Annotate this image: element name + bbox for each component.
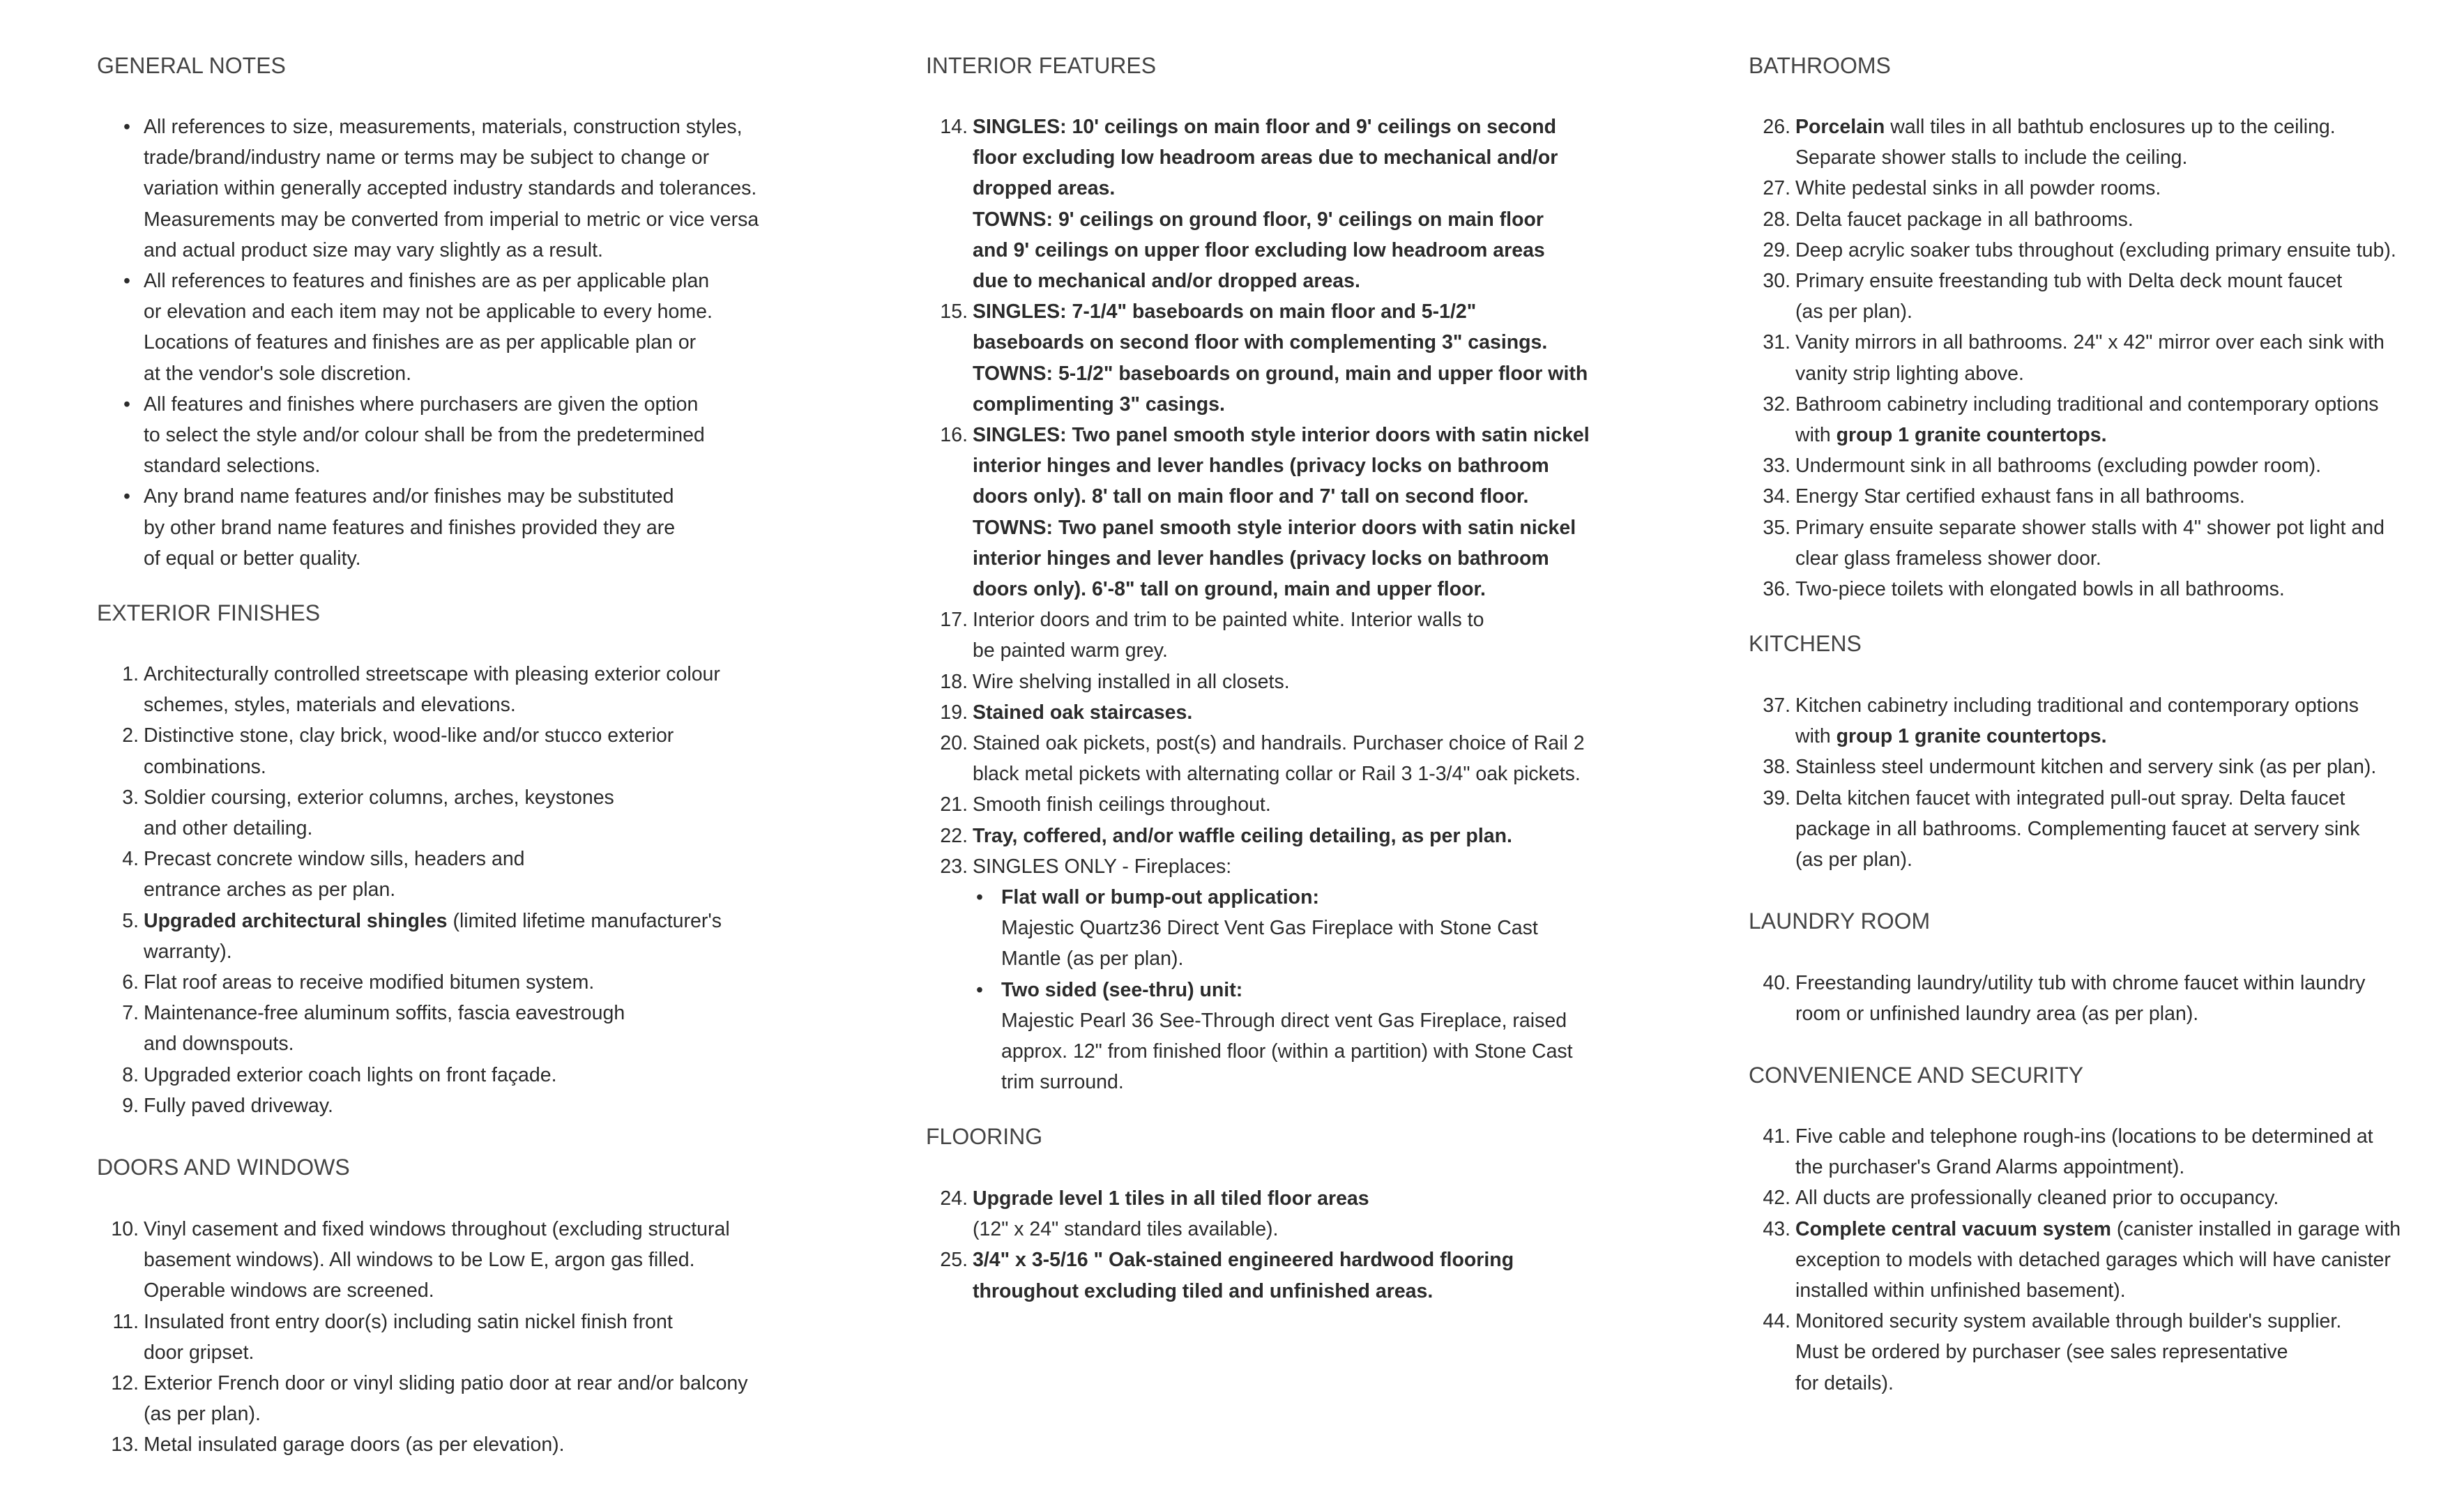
item-text-line: Upgraded exterior coach lights on front façade. <box>144 1063 557 1086</box>
bold-text: group 1 granite countertops. <box>1836 424 2107 446</box>
item-text-line: Stainless steel undermount kitchen and servery sink (as per plan). <box>1795 756 2377 779</box>
item-text <box>144 1214 730 1307</box>
item-text-line: Operable windows are screened. <box>144 1279 434 1302</box>
bold-text: dropped areas. <box>973 177 1116 200</box>
item-text <box>973 420 1590 604</box>
item-number: 38. <box>1763 756 1790 779</box>
item-number: 34. <box>1763 485 1790 508</box>
item-text-line: Two-piece toilets with elongated bowls in all bathrooms. <box>1795 578 2285 600</box>
item-number: 37. <box>1763 694 1790 717</box>
fireplace-text <box>1001 975 1573 1098</box>
item-text-line <box>973 1183 1369 1214</box>
item-text <box>1795 1214 2401 1307</box>
item-text-line: Maintenance-free aluminum soffits, fascia eavestrough <box>144 1002 625 1025</box>
item-text <box>1795 481 2245 512</box>
item-number: 31. <box>1763 331 1790 354</box>
bold-text: TOWNS: 5-1/2" baseboards on ground, main and upper floor with <box>973 362 1588 385</box>
item-number: 36. <box>1763 578 1790 600</box>
item-text <box>1795 574 2285 604</box>
item-text-line: Exterior French door or vinyl sliding patio door at rear and/or balcony <box>144 1372 748 1394</box>
item-text-line: White pedestal sinks in all powder rooms. <box>1795 177 2161 200</box>
bullet-icon: • <box>123 485 130 508</box>
item-text-line <box>973 266 1558 296</box>
item-number: 29. <box>1763 238 1790 261</box>
item-text <box>973 821 1512 851</box>
item-text-line: Freestanding laundry/utility tub with chrome faucet within laundry <box>1795 972 2366 994</box>
heading-convenience-security: CONVENIENCE AND SECURITY <box>1749 1063 2084 1088</box>
bold-text: Porcelain <box>1795 116 1885 138</box>
item-text-line: package in all bathrooms. Complementing faucet at servery sink <box>1795 817 2360 840</box>
bold-text: floor excluding low headroom areas due to mechanical and/or <box>973 146 1558 169</box>
heading-doors-windows: DOORS AND WINDOWS <box>97 1155 350 1180</box>
item-number: 19. <box>940 701 968 724</box>
item-number: 30. <box>1763 270 1790 292</box>
item-text <box>973 1245 1514 1306</box>
bold-text: due to mechanical and/or dropped areas. <box>973 270 1360 293</box>
bold-text: baseboards on second floor with complementing 3" casings. <box>973 331 1548 354</box>
item-text-line: warranty). <box>144 940 232 963</box>
item-number: 9. <box>122 1094 139 1117</box>
item-text-line <box>973 327 1588 358</box>
bold-text: Tray, coffered, and/or waffle ceiling detailing, as per plan. <box>973 824 1512 847</box>
item-text-line: All ducts are professionally cleaned prior to occupancy. <box>1795 1187 2279 1210</box>
item-text-line: to select the style and/or colour shall be from the predetermined <box>144 424 705 446</box>
item-text <box>973 112 1558 296</box>
item-number: 8. <box>122 1063 139 1086</box>
heading-interior-features: INTERIOR FEATURES <box>926 53 1157 78</box>
item-text <box>144 906 722 967</box>
item-text-line: the purchaser's Grand Alarms appointment). <box>1795 1156 2185 1179</box>
bold-text: doors only). 8' tall on main floor and 7' tall on second floor. <box>973 485 1529 508</box>
item-text-line <box>973 1245 1514 1275</box>
item-text-line <box>973 481 1590 512</box>
item-text-line: Delta kitchen faucet with integrated pull-out spray. Delta faucet <box>1795 786 2345 809</box>
item-text-line: vanity strip lighting above. <box>1795 362 2024 385</box>
item-text-line: clear glass frameless shower door. <box>1795 547 2101 570</box>
item-text-line: Vanity mirrors in all bathrooms. 24" x 42" mirror over each sink with <box>1795 331 2385 354</box>
item-text-line: (as per plan). <box>1795 301 1912 324</box>
item-text <box>1795 204 2134 235</box>
item-text <box>144 998 625 1059</box>
item-text <box>1795 327 2385 388</box>
item-number: 27. <box>1763 177 1790 200</box>
item-text <box>973 697 1192 728</box>
item-text <box>973 604 1484 666</box>
item-text-line: SINGLES ONLY - Fireplaces: <box>973 855 1232 878</box>
item-text-line: with group 1 granite countertops. <box>1795 424 2107 446</box>
item-text-line: Stained oak pickets, post(s) and handrails. Purchaser choice of Rail 2 <box>973 732 1585 754</box>
item-text <box>1795 1306 2341 1399</box>
item-text-line: room or unfinished laundry area (as per plan). <box>1795 1003 2199 1026</box>
item-number: 33. <box>1763 455 1790 478</box>
item-number: 17. <box>940 609 968 632</box>
item-text-line: Vinyl casement and fixed windows throughout (excluding structural <box>144 1218 730 1240</box>
bold-text: and 9' ceilings on upper floor excluding low headroom areas <box>973 238 1545 261</box>
note-text <box>144 389 705 482</box>
item-number: 35. <box>1763 516 1790 539</box>
item-number: 15. <box>940 301 968 324</box>
bold-text: TOWNS: Two panel smooth style interior doors with satin nickel <box>973 516 1576 539</box>
item-text <box>144 1368 748 1429</box>
item-number: 28. <box>1763 208 1790 231</box>
item-text-line: Upgraded architectural shingles (limited lifetime manufacturer's <box>144 909 722 932</box>
item-text-line <box>973 235 1558 266</box>
item-text-line: (12" x 24" standard tiles available). <box>973 1218 1279 1241</box>
item-text <box>1795 450 2321 481</box>
item-text-line: Energy Star certified exhaust fans in all bathrooms. <box>1795 485 2245 508</box>
item-text <box>973 851 1231 882</box>
note-text <box>144 266 713 389</box>
item-text <box>973 667 1290 697</box>
item-text-line: standard selections. <box>144 455 321 478</box>
item-text <box>1795 512 2385 574</box>
item-text-line: Must be ordered by purchaser (see sales representative <box>1795 1341 2288 1364</box>
item-text-line: Insulated front entry door(s) including satin nickel finish front <box>144 1310 673 1333</box>
item-text-line: Smooth finish ceilings throughout. <box>973 793 1271 816</box>
item-text-line <box>973 142 1558 173</box>
item-text-line: Locations of features and finishes are as per applicable plan or <box>144 331 697 354</box>
item-number: 32. <box>1763 393 1790 416</box>
item-text-line: exception to models with detached garages which will have canister <box>1795 1248 2391 1271</box>
bold-text: group 1 granite countertops. <box>1836 725 2107 748</box>
item-text-line: Interior doors and trim to be painted white. Interior walls to <box>973 609 1484 632</box>
item-number: 7. <box>122 1002 139 1025</box>
item-number: 1. <box>122 663 139 685</box>
bold-text: Complete central vacuum system <box>1795 1217 2112 1240</box>
item-number: 16. <box>940 424 968 446</box>
item-number: 14. <box>940 116 968 138</box>
item-text <box>973 728 1585 789</box>
item-text-line <box>973 1276 1514 1307</box>
item-text <box>1795 173 2161 204</box>
item-number: 6. <box>122 971 139 994</box>
item-text-line: Measurements may be converted from imperial to metric or vice versa <box>144 208 759 231</box>
bold-text: SINGLES: 10' ceilings on main floor and 9' ceilings on second <box>973 116 1557 138</box>
item-text-line: for details). <box>1795 1371 1894 1394</box>
bold-text: Stained oak staircases. <box>973 701 1193 724</box>
item-text-line: Separate shower stalls to include the ceiling. <box>1795 146 2188 169</box>
item-text-line: and actual product size may vary slightly as a result. <box>144 238 603 261</box>
item-text <box>1795 266 2342 327</box>
bold-text: SINGLES: Two panel smooth style interior doors with satin nickel <box>973 424 1590 446</box>
item-text-line: of equal or better quality. <box>144 547 361 570</box>
item-text-line <box>973 296 1588 327</box>
fireplace-title <box>1001 975 1573 1005</box>
bold-text: throughout excluding tiled and unfinished areas. <box>973 1279 1433 1302</box>
item-text <box>144 720 674 782</box>
item-text-line: Majestic Quartz36 Direct Vent Gas Fireplace with Stone Cast <box>1001 917 1538 940</box>
bold-text: interior hinges and lever handles (privacy locks on bathroom <box>973 455 1549 478</box>
item-text-line: Majestic Pearl 36 See-Through direct vent Gas Fireplace, raised <box>1001 1009 1567 1032</box>
item-text <box>144 967 594 998</box>
item-text-line: All references to features and finishes are as per applicable plan <box>144 270 710 292</box>
item-text <box>1795 235 2396 266</box>
item-text-line: Architecturally controlled streetscape with pleasing exterior colour <box>144 663 720 685</box>
bold-text: complimenting 3" casings. <box>973 393 1225 416</box>
item-text <box>144 1307 673 1368</box>
heading-exterior-finishes: EXTERIOR FINISHES <box>97 600 321 625</box>
heading-kitchens: KITCHENS <box>1749 631 1862 656</box>
item-number: 22. <box>940 824 968 847</box>
item-text-line: (as per plan). <box>1795 849 1912 871</box>
item-number: 20. <box>940 732 968 754</box>
item-text-line: Monitored security system available through builder's supplier. <box>1795 1310 2342 1333</box>
bold-text: SINGLES: 7-1/4" baseboards on main floor and 5-1/2" <box>973 301 1477 324</box>
item-text-line: Mantle (as per plan). <box>1001 948 1184 971</box>
item-text <box>144 782 614 844</box>
item-number: 23. <box>940 855 968 878</box>
item-text <box>973 789 1271 820</box>
item-text-line: Bathroom cabinetry including traditional and contemporary options <box>1795 393 2379 416</box>
bold-text: Upgraded architectural shingles <box>144 909 448 932</box>
item-text-line <box>973 420 1590 450</box>
item-number: 10. <box>111 1218 139 1240</box>
item-text-line <box>973 204 1558 235</box>
item-text-line: installed within unfinished basement). <box>1795 1279 2126 1302</box>
item-text <box>144 1060 557 1090</box>
item-number: 21. <box>940 793 968 816</box>
item-text-line: Wire shelving installed in all closets. <box>973 670 1290 693</box>
fireplace-text <box>1001 882 1538 975</box>
item-number: 5. <box>122 909 139 932</box>
item-number: 42. <box>1763 1187 1790 1210</box>
bold-text: Upgrade level 1 tiles in all tiled floor areas <box>973 1187 1369 1210</box>
item-text <box>1795 389 2378 450</box>
heading-laundry-room: LAUNDRY ROOM <box>1749 908 1931 934</box>
item-text-line: combinations. <box>144 755 266 778</box>
item-number: 12. <box>111 1372 139 1394</box>
item-text-line <box>973 389 1588 420</box>
item-text-line <box>973 112 1558 142</box>
item-text-line: door gripset. <box>144 1341 254 1364</box>
item-text-line: Primary ensuite freestanding tub with Delta deck mount faucet <box>1795 270 2343 292</box>
bullet-icon: • <box>123 116 130 138</box>
item-number: 2. <box>122 724 139 747</box>
item-text-line: be painted warm grey. <box>973 639 1168 662</box>
item-text-line <box>973 821 1512 851</box>
item-text-line: by other brand name features and finishes provided they are <box>144 516 676 539</box>
item-text-line: (as per plan). <box>144 1403 261 1426</box>
bold-text: doors only). 6'-8" tall on ground, main and upper floor. <box>973 578 1486 601</box>
item-text-line: All references to size, measurements, materials, construction styles, <box>144 116 743 138</box>
item-text-line <box>973 358 1588 389</box>
item-text-line: Delta faucet package in all bathrooms. <box>1795 208 2134 231</box>
bold-text: 3/4" x 3-5/16 " Oak-stained engineered hardwood flooring <box>973 1249 1514 1272</box>
item-text <box>144 1090 333 1121</box>
item-text-line: Soldier coursing, exterior columns, arches, keystones <box>144 786 614 809</box>
item-number: 43. <box>1763 1217 1790 1240</box>
item-text-line <box>973 543 1590 574</box>
item-text-line: Metal insulated garage doors (as per elevation). <box>144 1433 565 1456</box>
item-text <box>1795 690 2359 752</box>
item-number: 41. <box>1763 1125 1790 1148</box>
item-number: 24. <box>940 1187 968 1210</box>
item-text-line: at the vendor's sole discretion. <box>144 362 412 385</box>
item-number: 39. <box>1763 786 1790 809</box>
item-text-line <box>973 574 1590 604</box>
item-text-line <box>973 512 1590 543</box>
item-text <box>1795 783 2359 876</box>
item-text-line: Primary ensuite separate shower stalls with 4" shower pot light and <box>1795 516 2385 539</box>
item-text-line: trade/brand/industry name or terms may be subject to change or <box>144 146 710 169</box>
item-text <box>973 1183 1369 1245</box>
item-text-line: Fully paved driveway. <box>144 1094 333 1117</box>
item-text <box>144 1429 565 1460</box>
item-number: 4. <box>122 848 139 871</box>
bold-text: interior hinges and lever handles (privacy locks on bathroom <box>973 547 1549 570</box>
bold-text: Flat wall or bump-out application: <box>1001 886 1319 908</box>
item-number: 40. <box>1763 972 1790 994</box>
item-text-line: Five cable and telephone rough-ins (locations to be determined at <box>1795 1125 2373 1148</box>
item-number: 25. <box>940 1249 968 1272</box>
item-text-line: schemes, styles, materials and elevations. <box>144 694 516 717</box>
item-text <box>1795 1182 2279 1213</box>
item-text-line: entrance arches as per plan. <box>144 878 396 902</box>
item-text-line: Distinctive stone, clay brick, wood-like and/or stucco exterior <box>144 724 674 747</box>
item-text <box>144 844 525 905</box>
item-text-line: Kitchen cabinetry including traditional and contemporary options <box>1795 694 2359 717</box>
item-text-line: Deep acrylic soaker tubs throughout (excluding primary ensuite tub). <box>1795 238 2396 261</box>
item-text <box>1795 968 2365 1029</box>
bullet-icon: • <box>976 978 983 1001</box>
item-text <box>1795 1121 2373 1182</box>
heading-flooring: FLOORING <box>926 1124 1043 1149</box>
fireplace-title <box>1001 882 1538 913</box>
item-text-line: Any brand name features and/or finishes may be substituted <box>144 485 674 508</box>
item-text-line: Flat roof areas to receive modified bitumen system. <box>144 971 595 994</box>
item-text-line: and downspouts. <box>144 1033 294 1056</box>
item-text-line: basement windows). All windows to be Low E, argon gas filled. <box>144 1249 695 1272</box>
item-number: 11. <box>112 1310 139 1333</box>
item-text-line: and other detailing. <box>144 817 313 839</box>
item-text-line: or elevation and each item may not be applicable to every home. <box>144 301 713 324</box>
item-number: 44. <box>1763 1310 1790 1333</box>
item-text-line: Porcelain wall tiles in all bathtub enclosures up to the ceiling. <box>1795 116 2336 138</box>
item-text <box>144 659 720 720</box>
item-text-line <box>973 173 1558 204</box>
item-number: 18. <box>940 670 968 693</box>
bullet-icon: • <box>123 270 130 292</box>
item-text-line: with group 1 granite countertops. <box>1795 725 2107 748</box>
bullet-icon: • <box>123 393 130 416</box>
item-number: 3. <box>122 786 139 809</box>
item-text-line: Undermount sink in all bathrooms (excluding powder room). <box>1795 455 2322 478</box>
item-text-line: variation within generally accepted industry standards and tolerances. <box>144 177 757 200</box>
item-text-line: approx. 12" from finished floor (within a partition) with Stone Cast <box>1001 1040 1573 1063</box>
item-number: 13. <box>111 1433 139 1456</box>
item-text <box>1795 112 2336 173</box>
bold-text: Two sided (see-thru) unit: <box>1001 978 1243 1001</box>
item-text-line: Precast concrete window sills, headers and <box>144 848 525 871</box>
bullet-icon: • <box>976 886 983 908</box>
item-text-line: black metal pickets with alternating collar or Rail 3 1-3/4" oak pickets. <box>973 763 1581 786</box>
heading-general-notes: GENERAL NOTES <box>97 53 286 78</box>
heading-bathrooms: BATHROOMS <box>1749 53 1891 78</box>
note-text <box>144 112 759 266</box>
item-text-line: All features and finishes where purchasers are given the option <box>144 393 699 416</box>
item-text <box>973 296 1588 420</box>
note-text <box>144 481 675 574</box>
bold-text: TOWNS: 9' ceilings on ground floor, 9' ceilings on main floor <box>973 208 1544 231</box>
item-text <box>1795 752 2376 782</box>
item-number: 26. <box>1763 116 1790 138</box>
item-text-line <box>973 697 1192 728</box>
item-text-line: Complete central vacuum system (canister installed in garage with <box>1795 1217 2401 1240</box>
item-text-line <box>973 450 1590 481</box>
item-text-line: trim surround. <box>1001 1071 1124 1094</box>
